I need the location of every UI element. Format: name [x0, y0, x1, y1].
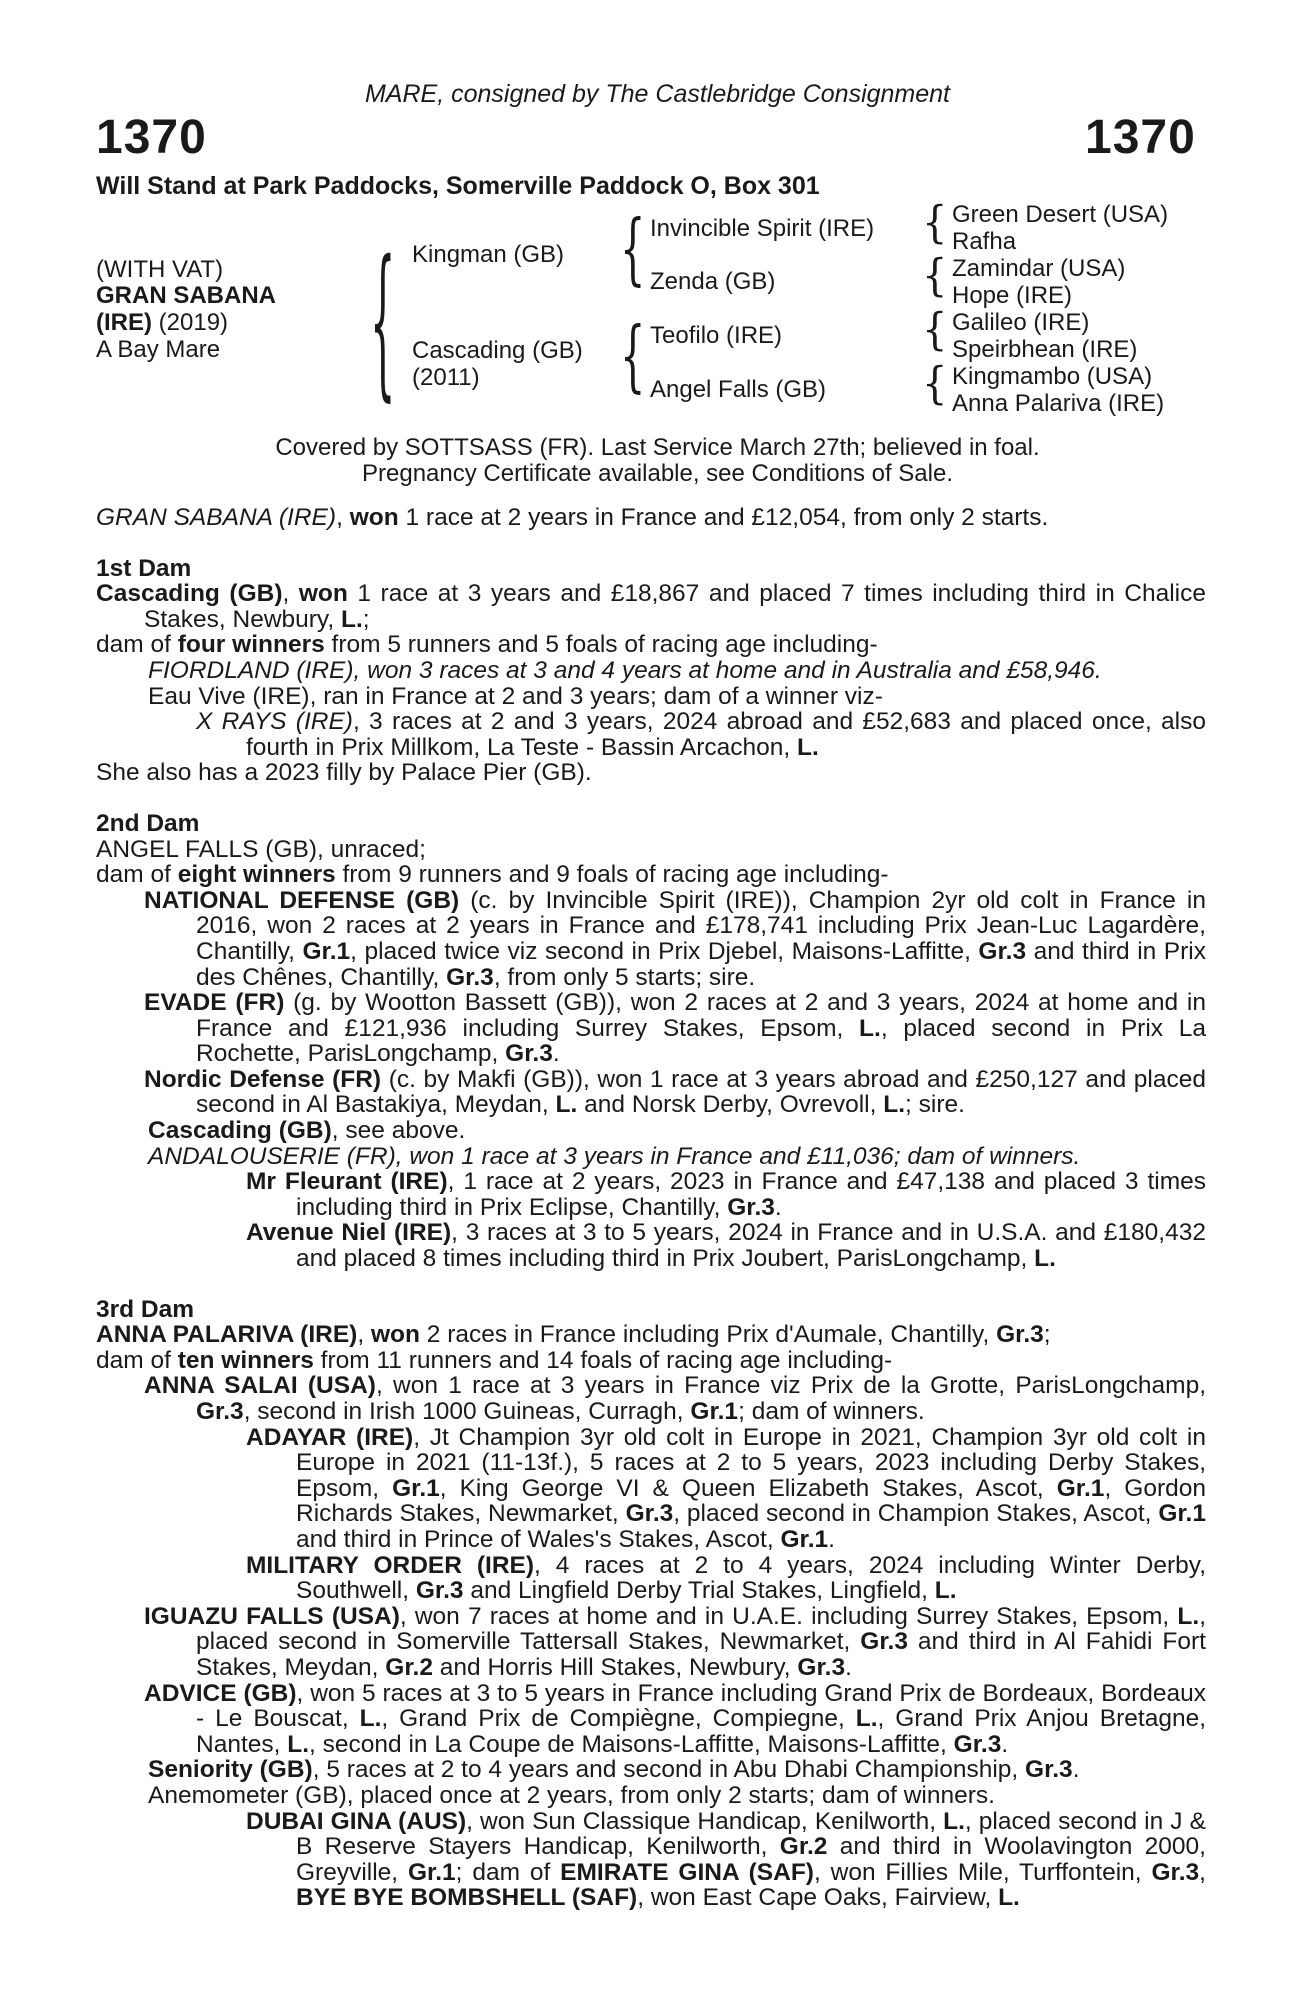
- third-dam-grandfoal-dubai-gina: DUBAI GINA (AUS), won Sun Classique Handicap, Kenilworth, L., placed second in J & B Reserve Stayers Handicap, Kenilworth, Gr.2 and third in Woolavington 2000, Greyville, Gr.1; dam of EMIRATE GINA (SAF), won Fillies Mile, Turffontein, Gr.3, BYE BYE BOMBSHELL (SAF), won East Cape Oaks, Fairview, L.: [246, 1807, 1206, 1912]
- third-dam-foal-anna-salai: ANNA SALAI (USA), won 1 race at 3 years in France viz Prix de la Grotte, ParisLongchamp, Gr.3, second in Irish 1000 Guineas, Curragh, Gr.1; dam of winners.: [144, 1372, 1206, 1425]
- second-dam-foal-cascading: Cascading (GB), see above.: [148, 1117, 466, 1145]
- grandsire-4: Angel Falls (GB): [650, 376, 827, 403]
- great-grandparent-2: Rafha: [952, 228, 1017, 255]
- grandsire-3: Teofilo (IRE): [650, 322, 783, 349]
- stand-location: Will Stand at Park Paddocks, Somerville Paddock O, Box 301: [96, 172, 820, 200]
- lot-number-right: 1370: [1085, 111, 1196, 164]
- catalogue-body: [96, 505, 1206, 1911]
- pedigree-brace-gg1: {: [922, 197, 948, 249]
- third-dam-grandfoal-military-order: MILITARY ORDER (IRE), 4 races at 2 to 4 years, 2024 including Winter Derby, Southwell, Gr.3 and Lingfield Derby Trial Stakes, Lingfield, L.: [246, 1551, 1206, 1605]
- horse-description: A Bay Mare: [96, 336, 221, 363]
- second-dam-produce: dam of eight winners from 9 runners and 9 foals of racing age including-: [96, 861, 889, 889]
- pedigree-brace-gg4: {: [922, 358, 948, 410]
- second-dam-foal-andalouserie: ANDALOUSERIE (FR), won 1 race at 3 years in France and £11,036; dam of winners.: [148, 1142, 1081, 1170]
- covered-line-2: Pregnancy Certificate available, see Conditions of Sale.: [362, 460, 953, 487]
- sire-name: Kingman (GB): [412, 241, 565, 268]
- second-dam-grandfoal-avenue-niel: Avenue Niel (IRE), 3 races at 3 to 5 years, 2024 in France and in U.S.A. and £180,432 and placed 8 times including third in Prix Joubert, ParisLongchamp, L.: [246, 1219, 1206, 1273]
- first-dam-filly-note: She also has a 2023 filly by Palace Pier (GB).: [96, 759, 592, 787]
- third-dam-foal-anemometer: Anemometer (GB), placed once at 2 years, from only 2 starts; dam of winners.: [148, 1781, 995, 1809]
- second-dam-record: ANGEL FALLS (GB), unraced;: [96, 835, 426, 863]
- grandsire-1: Invincible Spirit (IRE): [650, 215, 875, 242]
- third-dam-foal-seniority: Seniority (GB), 5 races at 2 to 4 years and second in Abu Dhabi Championship, Gr.3.: [148, 1756, 1080, 1784]
- horse-name: GRAN SABANA: [96, 282, 276, 309]
- great-grandparent-7: Kingmambo (USA): [952, 363, 1153, 390]
- first-dam-record: Cascading (GB), won 1 race at 3 years and £18,867 and placed 7 times including third in Chalice Stakes, Newbury, L.;: [96, 580, 1206, 633]
- lot-number-left: 1370: [96, 111, 207, 164]
- third-dam-produce: dam of ten winners from 11 runners and 14 foals of racing age including-: [96, 1346, 893, 1374]
- pedigree-brace-gg3: {: [922, 304, 948, 356]
- third-dam-foal-advice: ADVICE (GB), won 5 races at 3 to 5 years in France including Grand Prix de Bordeaux, Bordeaux - Le Bouscat, L., Grand Prix de Compiègne, Compiegne, L., Grand Prix Anjou Bretagne, Nantes, L., second in La Coupe de Maisons-Laffitte, Maisons-Laffitte, Gr.3.: [144, 1679, 1206, 1758]
- first-dam-foal-eau-vive: Eau Vive (IRE), ran in France at 2 and 3 years; dam of a winner viz-: [148, 682, 883, 710]
- grandsire-2: Zenda (GB): [650, 268, 776, 295]
- covered-line-1: Covered by SOTTSASS (FR). Last Service March 27th; believed in foal.: [275, 434, 1040, 461]
- great-grandparent-4: Hope (IRE): [952, 282, 1073, 309]
- vat-note: (WITH VAT): [96, 256, 224, 283]
- consignor-line: MARE, consigned by The Castlebridge Consignment: [364, 80, 951, 108]
- horse-summary: GRAN SABANA (IRE), won 1 race at 2 years in France and £12,054, from only 2 starts.: [96, 504, 1049, 531]
- second-dam-foal-evade: EVADE (FR) (g. by Wootton Bassett (GB)), won 2 races at 2 and 3 years, 2024 at home and in France and £121,936 including Surrey Stakes, Epsom, L., placed second in Prix La Rochette, ParisLongchamp, Gr.3.: [144, 989, 1207, 1068]
- pedigree-brace-dam: {: [620, 312, 646, 402]
- third-dam-record: ANNA PALARIVA (IRE), won 2 races in France including Prix d'Aumale, Chantilly, Gr.3;: [96, 1321, 1051, 1349]
- second-dam-foal-nordic-defense: Nordic Defense (FR) (c. by Makfi (GB)), won 1 race at 3 years abroad and £250,127 and placed second in Al Bastakiya, Meydan, L. and Norsk Derby, Ovrevoll, L.; sire.: [144, 1065, 1206, 1119]
- great-grandparent-1: Green Desert (USA): [952, 201, 1169, 228]
- dam-year: (2011): [412, 364, 480, 391]
- pedigree-brace-gg2: {: [922, 250, 948, 302]
- great-grandparent-8: Anna Palariva (IRE): [952, 390, 1165, 417]
- first-dam-produce: dam of four winners from 5 runners and 5 foals of racing age including-: [96, 631, 878, 659]
- great-grandparent-5: Galileo (IRE): [952, 309, 1090, 336]
- great-grandparent-6: Speirbhean (IRE): [952, 336, 1138, 363]
- second-dam-foal-national-defense: NATIONAL DEFENSE (GB) (c. by Invincible Spirit (IRE)), Champion 2yr old colt in France in 2016, won 2 races at 2 years in France and £178,741 including Prix Jean-Luc Lagardère, Chantilly, Gr.1, placed twice viz second in Prix Djebel, Maisons-Laffitte, Gr.3 and third in Prix des Chênes, Chantilly, Gr.3, from only 5 starts; sire.: [144, 886, 1206, 991]
- first-dam-heading: 1st Dam: [96, 554, 192, 582]
- second-dam-heading: 2nd Dam: [96, 809, 200, 837]
- third-dam-heading: 3rd Dam: [96, 1295, 195, 1323]
- great-grandparent-3: Zamindar (USA): [952, 255, 1126, 282]
- third-dam-foal-iguazu-falls: IGUAZU FALLS (USA), won 7 races at home and in U.A.E. including Surrey Stakes, Epsom, L., placed second in Somerville Tattersall Stakes, Newmarket, Gr.3 and third in Al Fahidi Fort Stakes, Meydan, Gr.2 and Horris Hill Stakes, Newbury, Gr.3.: [144, 1602, 1206, 1681]
- third-dam-grandfoal-adayar: ADAYAR (IRE), Jt Champion 3yr old colt in Europe in 2021, Champion 3yr old colt in Europe in 2021 (11-13f.), 5 races at 2 to 5 years, 2023 including Derby Stakes, Epsom, Gr.1, King George VI & Queen Elizabeth Stakes, Ascot, Gr.1, Gordon Richards Stakes, Newmarket, Gr.3, placed second in Champion Stakes, Ascot, Gr.1 and third in Prince of Wales's Stakes, Ascot, Gr.1.: [246, 1423, 1206, 1553]
- horse-origin-year: (IRE) (2019): [96, 309, 229, 336]
- pedigree-brace-sire: {: [620, 205, 646, 295]
- pedigree-brace-main: {: [370, 229, 396, 419]
- first-dam-foal-fiordland: FIORDLAND (IRE), won 3 races at 3 and 4 years at home and in Australia and £58,946.: [148, 656, 1102, 684]
- first-dam-grandfoal-x-rays: X RAYS (IRE), 3 races at 2 and 3 years, 2024 abroad and £52,683 and placed once, also fourth in Prix Millkom, La Teste - Bassin Arcachon, L.: [196, 708, 1207, 761]
- dam-name: Cascading (GB): [412, 337, 583, 364]
- second-dam-grandfoal-mr-fleurant: Mr Fleurant (IRE), 1 race at 2 years, 2023 in France and £47,138 and placed 3 times including third in Prix Eclipse, Chantilly, Gr.3.: [246, 1168, 1206, 1221]
